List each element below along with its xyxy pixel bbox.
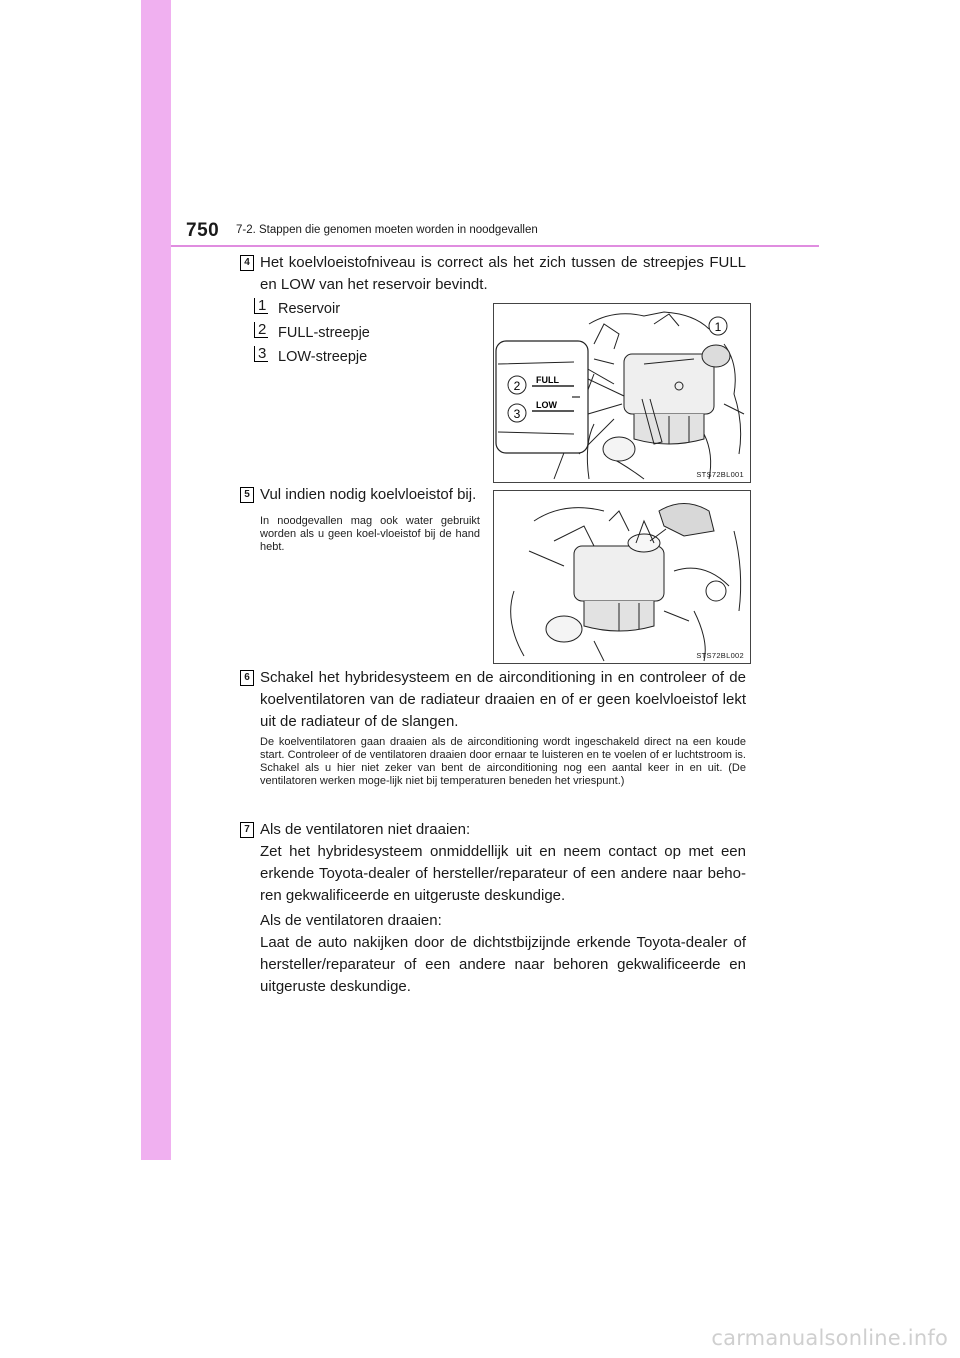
engine-bay-illustration — [494, 304, 750, 482]
callout-label-reservoir: Reservoir — [278, 301, 341, 317]
inset-marker-2: 2 — [513, 379, 521, 393]
figure-refill-coolant — [493, 490, 751, 664]
callout-label-low-mark: LOW-streepje — [278, 349, 368, 365]
step-7-case-not-running-title: Als de ventilatoren niet draaien: — [260, 821, 471, 838]
callout-number-1: 1 — [254, 298, 268, 314]
inset-full-label: FULL — [536, 375, 559, 385]
refill-illustration — [494, 491, 750, 663]
step-5-text: Vul indien nodig koelvloeistof bij. — [260, 486, 477, 503]
step-5-note: In noodgevallen mag ook water gebruikt worden als u geen koel-vloeistof bij de hand hebt. — [260, 515, 480, 553]
step-7-case-running-title: Als de ventilatoren draaien: — [260, 912, 442, 929]
page-header — [141, 220, 821, 246]
callout-number-2: 2 — [254, 322, 268, 338]
figure-code: STS72BL001 — [696, 470, 744, 479]
step-7-case-not-running-text: Zet het hybridesysteem onmiddellijk uit en neem contact op met een erkende Toyota-dealer of hersteller/reparateur of een andere naar beho-ren gekwalificeerde en uitgeruste deskundige. — [260, 843, 746, 904]
chapter-side-band — [141, 0, 171, 1160]
callout-label-full-mark: FULL-streepje — [278, 325, 370, 341]
reservoir-marker-1 — [709, 317, 727, 335]
site-watermark: carmanualsonline.info — [711, 1326, 948, 1350]
svg-text:1: 1 — [714, 320, 722, 334]
step-7-case-running-text: Laat de auto nakijken door de dichtstbijzijnde erkende Toyota-dealer of hersteller/reparateur of een andere naar behoren gekwalificeerde en uitgeruste deskundige. — [260, 934, 746, 995]
step-badge-6: 6 — [240, 670, 254, 686]
step-badge-4: 4 — [240, 255, 254, 271]
inset-low-label: LOW — [536, 400, 557, 410]
step-4-text: Het koelvloeistofniveau is correct als het zich tussen de streepjes FULL en LOW van het reservoir bevindt. — [260, 254, 746, 293]
inset-marker-3: 3 — [513, 407, 521, 421]
step-6-text: Schakel het hybridesysteem en de airconditioning in en controleer of de koelventilatoren van de radiateur draaien en of er geen koelvloeistof lekt uit de radiateur of de slangen. — [260, 669, 746, 730]
page-number: 750 — [186, 220, 220, 241]
level-marks-inset — [496, 341, 624, 453]
step-badge-7: 7 — [240, 822, 254, 838]
figure-coolant-reservoir — [493, 303, 751, 483]
figure-code: STS72BL002 — [696, 651, 744, 660]
section-title: 7-2. Stappen die genomen moeten worden in noodgevallen — [236, 224, 538, 236]
header-rule — [171, 245, 819, 247]
step-6-note: De koelventilatoren gaan draaien als de airconditioning wordt ingeschakeld direct na een koude start. Controleer of de ventilatoren draaien door ernaar te luisteren en te voelen of er luchtstroom is. Schakel als u hier niet zeker van bent de airconditioning nog een aantal keer in en uit. (De ventilatoren werken moge-lijk niet bij temperaturen beneden het vriespunt.) — [260, 736, 746, 787]
callout-number-3: 3 — [254, 346, 268, 362]
step-badge-5: 5 — [240, 487, 254, 503]
